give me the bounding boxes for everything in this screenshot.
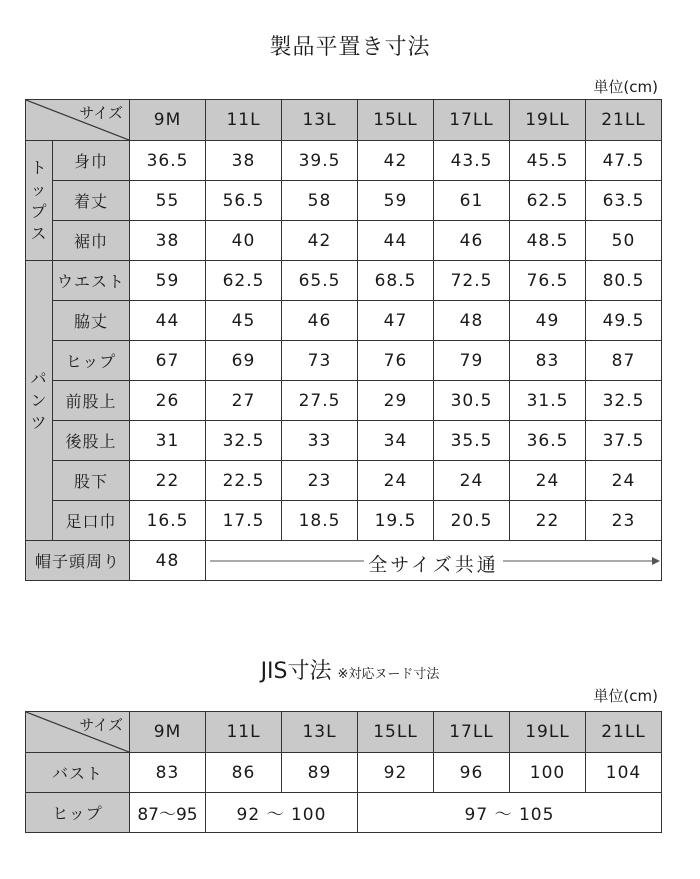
row-label: 裾巾 <box>53 221 130 261</box>
value-cell: 24 <box>586 461 662 501</box>
size-header: 21LL <box>586 100 662 141</box>
row-label-hip: ヒップ <box>26 793 130 833</box>
table-row <box>26 341 662 381</box>
value-cell: 92 〜 100 <box>206 793 358 833</box>
value-cell: 68.5 <box>358 261 434 301</box>
value-cell: 97 〜 105 <box>358 793 662 833</box>
jis-size-header: 17LL <box>434 712 510 753</box>
value-cell: 56.5 <box>206 181 282 221</box>
product-unit-label: 単位(cm) <box>593 78 658 96</box>
table-row <box>26 221 662 261</box>
value-cell: 44 <box>130 301 206 341</box>
jis-size-table <box>25 711 662 833</box>
value-cell: 35.5 <box>434 421 510 461</box>
value-cell: 17.5 <box>206 501 282 541</box>
value-cell: 67 <box>130 341 206 381</box>
value-cell: 23 <box>586 501 662 541</box>
value-cell: 22.5 <box>206 461 282 501</box>
value-cell: 23 <box>282 461 358 501</box>
value-cell: 61 <box>434 181 510 221</box>
row-label: 後股上 <box>53 421 130 461</box>
jis-note: ※対応ヌード寸法 <box>337 667 440 682</box>
table-row <box>26 793 662 833</box>
group-label-char: ツ <box>30 412 48 432</box>
jis-unit-label: 単位(cm) <box>593 687 658 705</box>
value-cell: 48.5 <box>510 221 586 261</box>
value-cell: 59 <box>358 181 434 221</box>
value-cell: 38 <box>130 221 206 261</box>
value-cell: 44 <box>358 221 434 261</box>
value-cell: 48 <box>434 301 510 341</box>
jis-size-header: 15LL <box>358 712 434 753</box>
common-size-label: 全サイズ共通 <box>364 554 502 576</box>
value-cell: 59 <box>130 261 206 301</box>
value-cell: 24 <box>510 461 586 501</box>
value-cell: 40 <box>206 221 282 261</box>
value-cell: 33 <box>282 421 358 461</box>
value-cell: 86 <box>206 753 282 793</box>
value-cell: 32.5 <box>586 381 662 421</box>
group-label-char: ッ <box>30 179 48 199</box>
jis-size-header: 13L <box>282 712 358 753</box>
value-cell: 37.5 <box>586 421 662 461</box>
value-cell: 43.5 <box>434 141 510 181</box>
value-cell: 22 <box>130 461 206 501</box>
row-label: 着丈 <box>53 181 130 221</box>
value-cell: 36.5 <box>510 421 586 461</box>
jis-corner-label: サイズ <box>79 716 123 734</box>
value-cell: 26 <box>130 381 206 421</box>
value-cell: 16.5 <box>130 501 206 541</box>
table-row <box>26 261 662 301</box>
size-header: 9M <box>130 100 206 141</box>
value-cell: 27 <box>206 381 282 421</box>
value-cell: 50 <box>586 221 662 261</box>
value-cell: 72.5 <box>434 261 510 301</box>
value-cell: 62.5 <box>510 181 586 221</box>
jis-size-header: 21LL <box>586 712 662 753</box>
value-cell: 76 <box>358 341 434 381</box>
size-header: 13L <box>282 100 358 141</box>
value-cell: 38 <box>206 141 282 181</box>
value-cell: 65.5 <box>282 261 358 301</box>
value-cell: 34 <box>358 421 434 461</box>
value-cell: 27.5 <box>282 381 358 421</box>
table-row <box>26 181 662 221</box>
value-cell: 80.5 <box>586 261 662 301</box>
group-label-tops <box>26 141 53 261</box>
value-cell: 69 <box>206 341 282 381</box>
table-row <box>26 541 662 581</box>
value-cell: 73 <box>282 341 358 381</box>
value-cell: 92 <box>358 753 434 793</box>
table-row <box>26 141 662 181</box>
value-cell: 46 <box>282 301 358 341</box>
value-cell: 96 <box>434 753 510 793</box>
value-cell: 45 <box>206 301 282 341</box>
group-label-char: ン <box>30 390 48 410</box>
row-label: 足口巾 <box>53 501 130 541</box>
value-cell: 49 <box>510 301 586 341</box>
value-cell: 49.5 <box>586 301 662 341</box>
row-label: 股下 <box>53 461 130 501</box>
value-cell: 19.5 <box>358 501 434 541</box>
table-row <box>26 301 662 341</box>
value-cell: 24 <box>358 461 434 501</box>
group-label-char: ス <box>30 223 48 243</box>
value-cell: 58 <box>282 181 358 221</box>
value-cell: 42 <box>282 221 358 261</box>
corner-label: サイズ <box>79 104 123 122</box>
value-cell: 76.5 <box>510 261 586 301</box>
common-size-cell <box>206 541 662 581</box>
value-cell: 83 <box>510 341 586 381</box>
jis-table-title <box>0 654 700 685</box>
jis-size-header: 11L <box>206 712 282 753</box>
row-label: ヒップ <box>53 341 130 381</box>
table-row <box>26 421 662 461</box>
size-header: 19LL <box>510 100 586 141</box>
value-cell: 36.5 <box>130 141 206 181</box>
value-cell: 87 <box>586 341 662 381</box>
value-cell: 83 <box>130 753 206 793</box>
group-label-char: プ <box>30 201 48 221</box>
value-cell: 29 <box>358 381 434 421</box>
table-row <box>26 501 662 541</box>
row-label-bust: バスト <box>26 753 130 793</box>
corner-header <box>26 100 130 141</box>
value-cell: 62.5 <box>206 261 282 301</box>
value-cell: 46 <box>434 221 510 261</box>
group-label-char: パ <box>30 368 48 388</box>
group-label-char: ト <box>30 157 48 177</box>
value-cell: 39.5 <box>282 141 358 181</box>
jis-title: JIS寸法 <box>260 659 332 684</box>
jis-size-header: 9M <box>130 712 206 753</box>
value-cell: 31.5 <box>510 381 586 421</box>
product-table-title: 製品平置き寸法 <box>269 35 431 60</box>
row-label: 脇丈 <box>53 301 130 341</box>
size-header: 11L <box>206 100 282 141</box>
table-row <box>26 461 662 501</box>
value-cell: 48 <box>130 541 206 581</box>
table-row <box>26 381 662 421</box>
jis-size-header: 19LL <box>510 712 586 753</box>
row-label: 身巾 <box>53 141 130 181</box>
value-cell: 18.5 <box>282 501 358 541</box>
row-label: ウエスト <box>53 261 130 301</box>
value-cell: 42 <box>358 141 434 181</box>
size-header: 15LL <box>358 100 434 141</box>
value-cell: 32.5 <box>206 421 282 461</box>
value-cell: 79 <box>434 341 510 381</box>
value-cell: 100 <box>510 753 586 793</box>
row-label-hat: 帽子頭周り <box>26 541 130 581</box>
value-cell: 22 <box>510 501 586 541</box>
value-cell: 47.5 <box>586 141 662 181</box>
jis-corner-header <box>26 712 130 753</box>
size-header: 17LL <box>434 100 510 141</box>
value-cell: 24 <box>434 461 510 501</box>
table-row <box>26 753 662 793</box>
value-cell: 104 <box>586 753 662 793</box>
value-cell: 45.5 <box>510 141 586 181</box>
value-cell: 20.5 <box>434 501 510 541</box>
value-cell: 30.5 <box>434 381 510 421</box>
value-cell: 63.5 <box>586 181 662 221</box>
row-label: 前股上 <box>53 381 130 421</box>
value-cell: 55 <box>130 181 206 221</box>
value-cell: 31 <box>130 421 206 461</box>
value-cell: 47 <box>358 301 434 341</box>
group-label-pants <box>26 261 53 541</box>
value-cell: 89 <box>282 753 358 793</box>
value-cell: 87〜95 <box>130 793 206 833</box>
product-size-table <box>25 99 662 581</box>
